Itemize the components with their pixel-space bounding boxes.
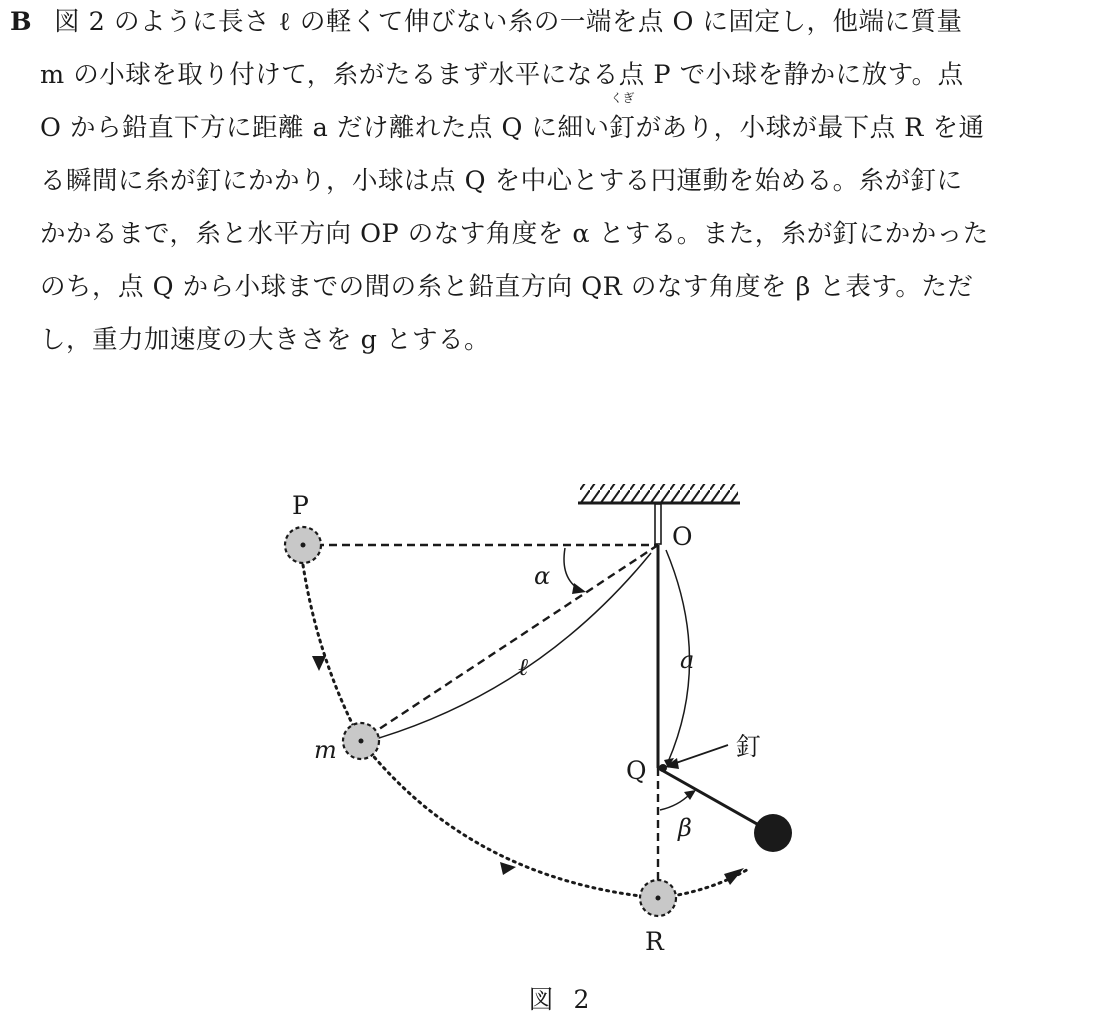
label-m: m	[314, 736, 337, 764]
ball-p-center	[301, 543, 306, 548]
ball-m-center	[359, 739, 364, 744]
ceiling-hatching	[580, 484, 738, 502]
ball-at-p	[285, 527, 321, 563]
caption-word: 図	[528, 985, 554, 1014]
arrow-trajectory-1	[312, 656, 326, 671]
length-l-arc	[362, 553, 651, 743]
problem-line-2: m の小球を取り付けて，糸がたるまず水平になる点 P で小球を静かに放す。点	[40, 60, 964, 90]
label-nail: 釘	[736, 732, 762, 761]
problem-line-1-text: 図 2 のように長さ ℓ の軽くて伸びない糸の一端を点 O に固定し，他端に質量	[54, 7, 963, 37]
problem-line-4: る瞬間に糸が釘にかかり，小球は点 Q を中心とする円運動を始める。糸が釘に	[40, 166, 963, 196]
label-l: ℓ	[518, 653, 528, 681]
ball-at-r	[640, 880, 676, 916]
problem-line-3-prefix: O から鉛直下方に距離 a だけ離れた点 Q に細い	[40, 113, 610, 143]
trajectory-m-r	[361, 741, 658, 898]
ball-black	[754, 814, 792, 852]
label-o: O	[672, 522, 693, 551]
string-q-ball	[658, 768, 773, 833]
ruby-base-kanji: 釘	[609, 113, 636, 143]
problem-line-6: のち，点 Q から小球までの間の糸と鉛直方向 QR のなす角度を β と表す。ただ	[40, 272, 974, 302]
label-p: P	[292, 491, 309, 520]
dashed-string-om	[361, 545, 658, 741]
pivot-mount	[655, 504, 661, 544]
problem-line-5: かかるまで，糸と水平方向 OP のなす角度を α とする。また，糸が釘にかかった	[40, 219, 989, 249]
label-a: a	[680, 646, 695, 674]
problem-line-7: し，重力加速度の大きさを g とする。	[40, 325, 491, 355]
label-beta: β	[678, 814, 692, 842]
label-r: R	[645, 927, 664, 956]
ceiling	[578, 484, 740, 544]
trajectory-p-m	[303, 565, 361, 741]
section-label: B	[10, 7, 33, 37]
problem-line-3-suffix: があり，小球が最下点 R を通	[635, 113, 985, 143]
angle-beta-arc	[660, 794, 690, 810]
angle-alpha-arc	[564, 548, 580, 590]
label-q: Q	[626, 756, 647, 785]
label-alpha: α	[534, 562, 551, 590]
ball-at-m	[343, 723, 379, 759]
nail-pointer-line	[673, 745, 728, 764]
ball-r-center	[656, 896, 661, 901]
arrow-trajectory-2	[500, 862, 516, 875]
caption-number: 2	[573, 985, 590, 1014]
angle-alpha-arrowhead	[572, 583, 586, 594]
figure-caption	[0, 985, 1118, 1015]
nail-point	[659, 764, 667, 772]
ruby-reading: くぎ	[610, 91, 635, 105]
arrow-trajectory-3	[724, 868, 744, 885]
